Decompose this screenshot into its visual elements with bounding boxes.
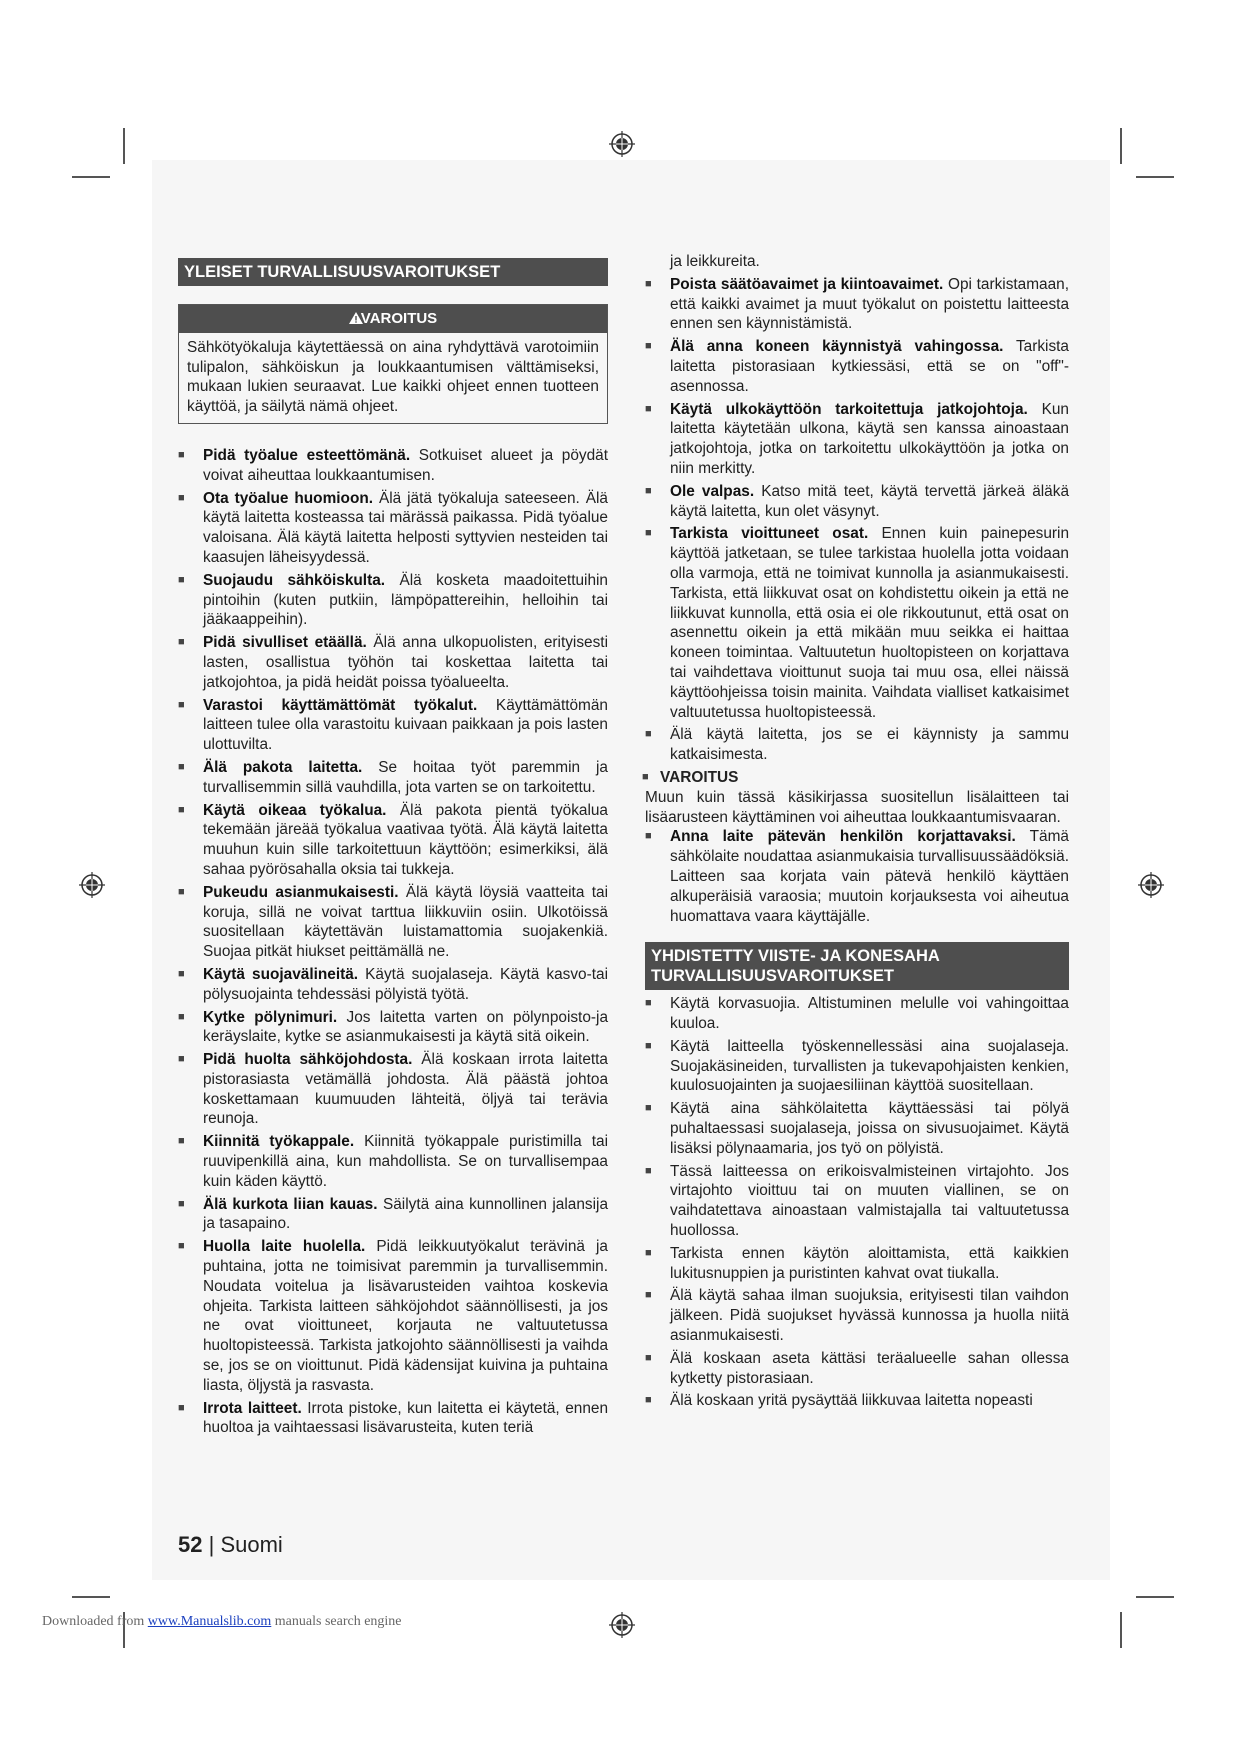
list-item-bold: Käytä oikeaa työkalua. [203,801,387,819]
download-from: from [117,1614,145,1629]
list-item-bold: Pidä työalue esteettömänä. [203,446,411,464]
section-heading-2: YHDISTETTY VIISTE- JA KONESAHA TURVALLISUUSVAROITUKSET [645,942,1069,990]
list-item-bold: Irrota laitteet. [203,1399,302,1417]
list-item [645,1391,1069,1411]
list-item-text: Käytä aina sähkölaitetta käyttäessäsi tai pölyä puhaltaessasi suojalaseja, joissa on sivusuojaimet. Käytä lisäksi pölynaamaria, jos työ on pölyistä. [670,1100,1069,1157]
list-item-text: Tässä laitteessa on erikoisvalmisteinen virtajohto. Jos virtajohto vioittuu tai on muuten viallinen, se on vaihdatettava ainoastaan valmistajalla tai valtuutetussa huollossa. [670,1162,1069,1240]
list-item-bold: Älä pakota laitetta. [203,758,363,776]
right-safety-list-2 [645,827,1069,926]
list-item [178,1050,608,1129]
crop-mark [1120,128,1122,164]
footer-language: Suomi [220,1532,283,1557]
list-item [178,633,608,692]
list-item [178,801,608,880]
list-item [645,337,1069,396]
saw-safety-list [645,994,1069,1411]
registration-mark-icon [609,1612,635,1638]
list-item-text: Säilytä aina kunnollinen jalansija ja tasapaino. [203,1195,608,1233]
list-item-bold: Poista säätöavaimet ja kiintoavaimet. [670,275,944,293]
list-item-text: Opi tarkistamaan, että kaikki avaimet ja muut työkalut on poistettu laitteesta ennen sen käynnistämistä. [670,275,1069,333]
manualslib-link[interactable]: www.Manualslib.com [147,1614,272,1629]
list-item-text: Älä käytä löysiä vaatteita tai koruja, sillä ne voivat tarttua liikkuviin osiin. Ulkotöissä suositellaan käytettävän luistamattomia suojakenkiä. Suojaa pitkät hiukset peittämällä ne. [203,883,608,961]
sub-warning-title: ■ VAROITUS [645,768,1069,788]
list-item [178,489,608,568]
page-footer [178,1532,283,1558]
right-column [645,252,1069,1414]
list-item [645,400,1069,479]
left-safety-list [178,446,608,1438]
list-item [178,1132,608,1191]
crop-mark [72,176,110,178]
list-item-text: Käytä korvasuojia. Altistuminen melulle voi vahingoittaa kuuloa. [670,995,1069,1033]
list-item [178,1399,608,1439]
crop-mark [1136,1596,1174,1598]
list-item [645,1099,1069,1158]
list-item-bold: Ole valpas. [670,482,755,500]
crop-mark [123,128,125,164]
list-item [178,965,608,1005]
list-item [178,1008,608,1048]
list-item-bold: Pidä sivulliset etäällä. [203,634,367,652]
sub-warning [645,768,1069,827]
list-item-text: Käytä suojalaseja. Käytä kasvo-tai pölysuojainta tehdessäsi pölyistä työtä. [203,965,608,1003]
list-item-text: Älä käytä laitetta, jos se ei käynnisty ja sammu katkaisimesta. [670,726,1069,764]
list-item-bold: Kytke pölynimuri. [203,1008,338,1026]
list-item [178,571,608,630]
warning-text: Sähkötyökaluja käytettäessä on aina ryhdyttävä varotoimiin tulipalon, sähköiskun ja loukkaantumisen välttämiseksi, mukaan lukien seuraavat. Lue kaikki ohjeet ennen tuotteen käyttöä, ja säilytä nämä ohjeet. [187,338,599,416]
list-item [178,758,608,798]
registration-mark-icon [609,131,635,157]
list-item-text: Kun laitetta käytetään ulkona, käytä sen kanssa ainoastaan jatkojohtoja, jotka on tarkoitettu ulkokäyttöön ja jotka on niin merkitty. [670,400,1069,477]
list-item [645,1037,1069,1096]
crop-mark [72,1596,110,1598]
section-heading: YLEISET TURVALLISUUSVAROITUKSET [178,258,608,286]
list-item-bold: Kiinnitä työkappale. [203,1133,355,1151]
list-item-bold: Pukeudu asianmukaisesti. [203,883,399,901]
list-item-bold: Pidä huolta sähköjohdosta. [203,1051,413,1069]
list-item [645,994,1069,1034]
download-prefix: Downloaded [42,1614,114,1629]
list-item-text: Sotkuiset alueet ja pöydät voivat aiheuttaa loukkaantumisen. [203,446,608,484]
list-item [645,1286,1069,1345]
list-item-text: Älä koskaan yritä pysäyttää liikkuvaa laitetta nopeasti [670,1392,1033,1410]
list-item [645,827,1069,926]
list-item-text: Älä käytä sahaa ilman suojuksia, erityisesti tilan vaihdon jälkeen. Pidä suojukset hyvässä kunnossa ja huolla niitä asianmukaisesti. [670,1287,1069,1345]
list-item-text: Käyttämättömän laitteen tulee olla varastoitu kuivaan paikkaan ja pois lasten ulottuvilta. [203,696,608,754]
list-item-bold: Älä kurkota liian kauas. [203,1195,378,1213]
list-item [178,446,608,486]
list-item-text: Jos laitetta varten on pölynpoisto-ja keräyslaite, kytke se asianmukaisesti ja käytä sitä oikein. [203,1008,608,1046]
list-item [645,725,1069,765]
registration-mark-icon [1138,872,1164,898]
list-item-text: Se hoitaa työt paremmin ja turvallisemmin sillä vauhdilla, jota varten se on tarkoitettu. [203,758,608,796]
list-item-text: Pidä leikkuutyökalut terävinä ja puhtaina, jotta ne toimisivat paremmin ja turvallisemmin. Noudata voitelua ja lisävarusteiden vaihtoa koskevia ohjeita. Tarkista laitteen sähköjohdot säännöllisesti, ja jos ne ovat vioittuneet, korjauta ne valtuutetussa huoltopisteessä. Tarkista jatkojohto säännöllisesti ja vaihda se, jos se on vioittunut. Pidä kädensijat kuivina ja puhtaina liasta, öljystä ja rasvasta. [203,1238,608,1394]
list-item-bold: Tarkista vioittuneet osat. [670,525,869,543]
list-item-text: Tarkista ennen käytön aloittamista, että kaikkien lukitusnuppien ja puristinten kahvat ovat tiukalla. [670,1244,1069,1282]
right-safety-list [645,275,1069,765]
list-item-bold: Ota työalue huomioon. [203,489,374,507]
list-item-text: Älä pakota pientä työkalua tekemään järeää työkalua vaativaa työtä. Älä käytä laitetta muuhun kuin sille tarkoitettuun käyttöön; esimerkiksi, älä sahaa pyörösahalla oksia tai tukkeja. [203,801,608,878]
left-column [178,258,608,1441]
list-item [178,1237,608,1395]
warning-title [179,305,607,333]
list-item-text: Irrota pistoke, kun laitetta ei käytetä, ennen huoltoa ja vaihtaessasi lisävarusteita, kuten teriä [203,1399,609,1437]
list-item-bold: Käytä ulkokäyttöön tarkoitettuja jatkojohtoja. [670,400,1028,418]
list-item [178,1195,608,1235]
list-item-bold: Anna laite pätevän henkilön korjattavaksi. [670,828,1016,846]
list-item-text: Älä koskaan aseta kättäsi teräalueelle sahan ollessa kytketty pistorasiaan. [670,1349,1069,1387]
sub-warning-text: Muun kuin tässä käsikirjassa suositellun lisälaitteen tai lisäarusteen käyttäminen voi aiheuttaa loukkaantumisvaaran. [645,788,1069,826]
warning-box [178,304,608,424]
list-item [645,1162,1069,1241]
list-item-bold: Suojaudu sähköiskulta. [203,571,386,589]
list-item [645,1244,1069,1284]
list-item [645,482,1069,522]
list-item [645,275,1069,334]
list-item [645,1349,1069,1389]
page-number: 52 [178,1532,203,1557]
list-item [178,883,608,962]
list-item-text: Tarkista laitetta pistorasiaan kytkiessäsi, että se on "off"-asennossa. [670,338,1069,395]
list-item-text: Älä koskaan irrota laitetta pistorasiasta vetämällä johdosta. Älä päästä johtoa koskettamaan kuumuuden lähteitä, öljyä tai terävia reunoja. [203,1051,608,1128]
list-item-text: Älä anna ulkopuolisten, erityisesti lasten, osallistua työhön tai koskettaa laitetta tai jatkojohtoa, ja pidä heidät poissa työalueelta. [203,634,608,691]
footer-separator: | [208,1532,215,1557]
crop-mark [1136,176,1174,178]
list-item-text: Älä jätä työkaluja sateeseen. Älä käytä laitetta kosteassa tai märässä paikassa. Pidä työalue valoisana. Älä käytä laitetta helposti syttyvien nesteiden tai kaasujen läheisyydessä. [203,489,608,566]
registration-mark-icon [79,872,105,898]
download-note [42,1614,402,1630]
list-item-text: Kiinnitä työkappale puristimilla tai ruuvipenkillä aina, kun mahdollista. Se on turvallisempaa kuin käden käyttö. [203,1133,608,1190]
warning-title-text: VAROITUS [360,310,438,327]
list-item-text: Katso mitä teet, käytä tervettä järkeä äläkä käytä laitetta, kun olet väsynyt. [670,482,1070,520]
list-item-text: Ennen kuin painepesurin käyttöä jatketaan, se tulee tarkistaa huolella jotta voidaan olla varmoja, että ne toimivat kunnolla ja asianmukaisesti. Tarkista, että liikkuvat osat on kohdistettu oikein ja että ne liikkuvat kunnolla, että osia ei ole rikkoutunut, että osat on asennettu oikein ja että mikään muu seikka ei haittaa koneen toimintaa. Valtuutetun huoltopisteen on korjattava tai vaihdettava vioittunut suoja tai muu osa, ellei näissä käyttöohjeissa toisin mainita. Vaihdata vialliset katkaisimet valtuutetussa huoltopisteessä. [670,525,1070,721]
list-item-text: Älä kosketa maadoitettuihin pintoihin (kuten putkiin, lämpöpattereihin, helloihin tai jääkaappeihin). [203,571,608,629]
list-item-bold: Varastoi käyttämättömät työkalut. [203,696,478,714]
crop-mark [1120,1612,1122,1648]
list-item-bold: Käytä suojavälineitä. [203,965,359,983]
list-item-bold: Huolla laite huolella. [203,1238,366,1256]
list-item-text: Käytä laitteella työskennellessäsi aina suojalaseja. Suojakäsineiden, turvallisten ja tukevapohjaisten kenkien, kuulosuojainten ja suojaesiliinan käyttöä suositellaan. [670,1037,1069,1095]
list-item [645,524,1069,722]
list-item-text: Tämä sähkölaite noudattaa asianmukaisia turvallisuussäädöksiä. Laitteen saa korjata vain pätevä henkilö käyttäen alkuperäisiä varaosia; muutoin korjauksesta voi aiheutua huomattava vaara käyttäjälle. [670,828,1069,925]
list-item-bold: Älä anna koneen käynnistyä vahingossa. [670,338,1004,356]
list-item [178,696,608,755]
continuation-text: ja leikkureita. [670,253,760,270]
download-suffix: manuals search engine [274,1614,402,1629]
